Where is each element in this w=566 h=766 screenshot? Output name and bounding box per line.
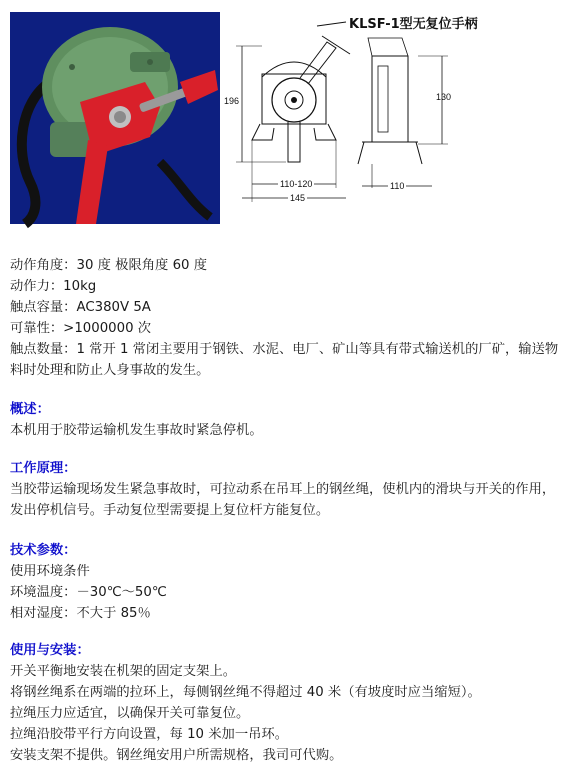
parameters-line: 使用环境条件 xyxy=(10,564,90,579)
overview-heading: 概述： xyxy=(10,402,50,417)
parameters-heading: 技术参数： xyxy=(10,543,77,558)
parameters-section xyxy=(10,540,560,624)
spec-contact-capacity: 触点容量：AC380V 5A xyxy=(10,300,151,315)
spec-action-force: 动作力：10kg xyxy=(10,279,97,294)
dimension-width-side: 110 xyxy=(390,181,405,191)
installation-section xyxy=(10,640,560,766)
spec-action-angle: 动作角度：30 度 极限角度 60 度 xyxy=(10,258,208,273)
dimension-height-body: 130 xyxy=(436,92,452,102)
parameters-line: 相对湿度：不大于 85％ xyxy=(10,606,151,621)
installation-heading: 使用与安装： xyxy=(10,643,90,658)
installation-line: 将钢丝绳系在两端的拉环上，每侧钢丝绳不得超过 40 米（有坡度时应当缩短）。 xyxy=(10,685,481,700)
dimension-drawing xyxy=(222,12,478,224)
spec-list xyxy=(10,255,560,381)
product-figure xyxy=(10,12,478,224)
spec-contact-count: 触点数量：1 常开 1 常闭主要用于钢铁、水泥、电厂、矿山等具有带式输送机的厂矿，输送物料时处理和防止人身事故的发生。 xyxy=(10,342,559,378)
installation-line: 拉绳沿胶带平行方向设置，每 10 米加一吊环。 xyxy=(10,727,289,742)
spec-reliability: 可靠性：>1000000 次 xyxy=(10,321,152,336)
product-photo xyxy=(10,12,220,224)
dimension-drawing-lines xyxy=(222,12,450,224)
overview-body: 本机用于胶带运输机发生事故时紧急停机。 xyxy=(10,423,263,438)
parameters-line: 环境温度：－30℃～50℃ xyxy=(10,585,167,600)
dimension-width-base: 145 xyxy=(290,193,306,203)
principle-heading: 工作原理： xyxy=(10,461,77,476)
drawing-title: KLSF-1型无复位手柄 xyxy=(349,17,478,32)
installation-line: 开关平衡地安装在机架的固定支架上。 xyxy=(10,664,237,679)
installation-line: 拉绳压力应适宜，以确保开关可靠复位。 xyxy=(10,706,250,721)
principle-body: 当胶带运输现场发生紧急事故时，可拉动系在吊耳上的钢丝绳，使机内的滑块与开关的作用，发出停机信号。手动复位型需要提上复位杆方能复位。 xyxy=(10,482,556,518)
switch-photo-illustration xyxy=(10,12,220,224)
installation-line: 安装支架不提供。钢丝绳安用户所需规格，我司可代购。 xyxy=(10,748,343,763)
dimension-width-mount: 110-120 xyxy=(280,179,313,189)
dimension-height-overall: 196 xyxy=(224,96,240,106)
principle-section xyxy=(10,458,560,521)
overview-section xyxy=(10,399,560,441)
